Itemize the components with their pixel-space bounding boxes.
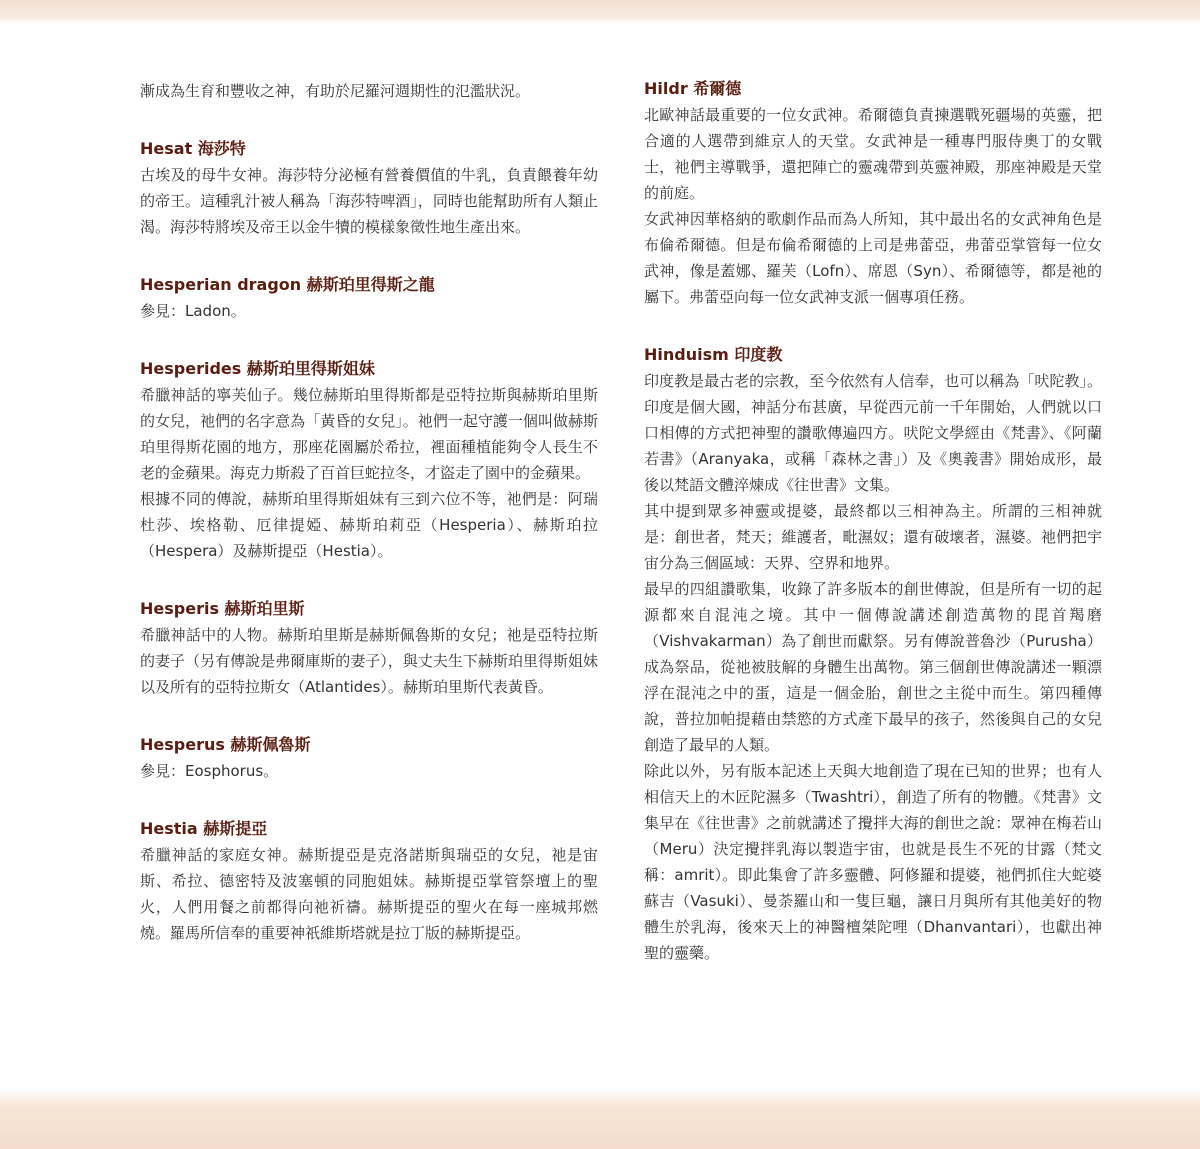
entry-paragraph: 希臘神話的寧芙仙子。幾位赫斯珀里得斯都是亞特拉斯與赫斯珀里斯的女兒，祂們的名字意為「黃昏的女兒」。祂們一起守護一個叫做赫斯珀里得斯花園的地方，那座花園屬於希拉，裡面種植能夠令人長生不老的金蘋果。海克力斯殺了百首巨蛇拉冬，才盜走了園中的金蘋果。 xyxy=(140,386,598,482)
entry-nile-continuation xyxy=(140,78,598,104)
entry-paragraph: 希臘神話的家庭女神。赫斯提亞是克洛諾斯與瑞亞的女兒，祂是宙斯、希拉、德密特及波塞頓的同胞姐妹。赫斯提亞掌管祭壇上的聖火，人們用餐之前都得向祂祈禱。赫斯提亞的聖火在每一座城邦燃燒。羅馬所信奉的重要神祇維斯塔就是拉丁版的赫斯提亞。 xyxy=(140,846,598,942)
entry-heading: Hesperides 赫斯珀里得斯姐妹 xyxy=(140,359,375,378)
left-column xyxy=(140,78,598,946)
entry-heading: Hesat 海莎特 xyxy=(140,139,246,158)
entry-paragraph: 希臘神話中的人物。赫斯珀里斯是赫斯佩魯斯的女兒；祂是亞特拉斯的妻子（另有傳說是弗爾庫斯的妻子），與丈夫生下赫斯珀里得斯姐妹以及所有的亞特拉斯女（Atlantides）。赫斯珀里斯代表黃昏。 xyxy=(140,626,598,696)
entry-hesat xyxy=(140,138,598,240)
top-decorative-band xyxy=(0,0,1200,24)
right-column xyxy=(644,78,1102,966)
entry-paragraph: 印度教是最古老的宗教，至今依然有人信奉，也可以稱為「吠陀教」。印度是個大國，神話分布甚廣，早從西元前一千年開始，人們就以口口相傳的方式把神聖的讚歌傳遍四方。吠陀文學經由《梵書》、《阿蘭若書》（Aranyaka，或稱「森林之書」）及《奧義書》開始成形，最後以梵語文體淬煉成《往世書》文集。 xyxy=(644,372,1102,494)
entry-paragraph: 根據不同的傳說，赫斯珀里得斯姐妹有三到六位不等，祂們是：阿瑞杜莎、埃格勒、厄律提婭、赫斯珀莉亞（Hesperia）、赫斯珀拉（Hespera）及赫斯提亞（Hestia）。 xyxy=(140,490,598,560)
entry-heading: Hesperis 赫斯珀里斯 xyxy=(140,599,305,618)
entry-hildr xyxy=(644,78,1102,310)
entry-heading: Hinduism 印度教 xyxy=(644,345,783,364)
entry-hesperides xyxy=(140,358,598,564)
entry-hestia xyxy=(140,818,598,946)
entry-paragraph: 漸成為生育和豐收之神，有助於尼羅河週期性的氾濫狀況。 xyxy=(140,82,531,100)
entry-paragraph: 女武神因華格納的歌劇作品而為人所知，其中最出名的女武神角色是布倫希爾德。但是布倫希爾德的上司是弗蕾亞，弗蕾亞掌管每一位女武神，像是蓋娜、羅芙（Lofn）、席恩（Syn）、希爾德等，都是祂的屬下。弗蕾亞向每一位女武神支派一個專項任務。 xyxy=(644,210,1102,306)
entry-heading: Hildr 希爾德 xyxy=(644,79,742,98)
entry-hinduism xyxy=(644,344,1102,966)
entry-heading: Hestia 赫斯提亞 xyxy=(140,819,268,838)
entry-paragraph: 最早的四組讚歌集，收錄了許多版本的創世傳說，但是所有一切的起源都來自混沌之境。其中一個傳說講述創造萬物的毘首羯磨（Vishvakarman）為了創世而獻祭。另有傳說普魯沙（Purusha）成為祭品，從祂被肢解的身體生出萬物。第三個創世傳說講述一顆漂浮在混沌之中的蛋，這是一個金胎，創世之主從中而生。第四種傳說，普拉加帕提藉由禁慾的方式產下最早的孩子，然後與自己的女兒創造了最早的人類。 xyxy=(644,580,1102,754)
entry-paragraph: 北歐神話最重要的一位女武神。希爾德負責揀選戰死疆場的英靈，把合適的人選帶到維京人的天堂。女武神是一種專門服侍奧丁的女戰士，祂們主導戰爭，還把陣亡的靈魂帶到英靈神殿，那座神殿是天堂的前庭。 xyxy=(644,106,1102,202)
entry-hesperis xyxy=(140,598,598,700)
entry-paragraph: 古埃及的母牛女神。海莎特分泌極有營養價值的牛乳，負責餵養年幼的帝王。這種乳汁被人稱為「海莎特啤酒」，同時也能幫助所有人類止渴。海莎特將埃及帝王以金牛犢的模樣象徵性地生產出來。 xyxy=(140,166,598,236)
entry-hesperian-dragon xyxy=(140,274,598,324)
entry-paragraph: 除此以外，另有版本記述上天與大地創造了現在已知的世界；也有人相信天上的木匠陀濕多（Twashtri），創造了所有的物體。《梵書》文集早在《往世書》之前就講述了攪拌大海的創世之說：眾神在梅若山（Meru）決定攪拌乳海以製造宇宙，也就是長生不死的甘露（梵文稱：amrit）。即此集會了許多靈體、阿修羅和提婆，祂們抓住大蛇婆蘇吉（Vasuki）、曼荼羅山和一隻巨龜，讓日月與所有其他美好的物體生於乳海，後來天上的神醫檀桀陀哩（Dhanvantari），也獻出神聖的靈藥。 xyxy=(644,762,1102,962)
entry-heading: Hesperus 赫斯佩魯斯 xyxy=(140,735,311,754)
entry-hesperus xyxy=(140,734,598,784)
entry-paragraph: 其中提到眾多神靈或提婆，最終都以三相神為主。所謂的三相神就是：創世者，梵天；維護者，毗濕奴；還有破壞者，濕婆。祂們把宇宙分為三個區域：天界、空界和地界。 xyxy=(644,502,1102,572)
entry-paragraph: 參見：Eosphorus。 xyxy=(140,762,279,780)
entry-heading: Hesperian dragon 赫斯珀里得斯之龍 xyxy=(140,275,435,294)
entry-paragraph: 參見：Ladon。 xyxy=(140,302,246,320)
bottom-decorative-band xyxy=(0,1088,1200,1149)
